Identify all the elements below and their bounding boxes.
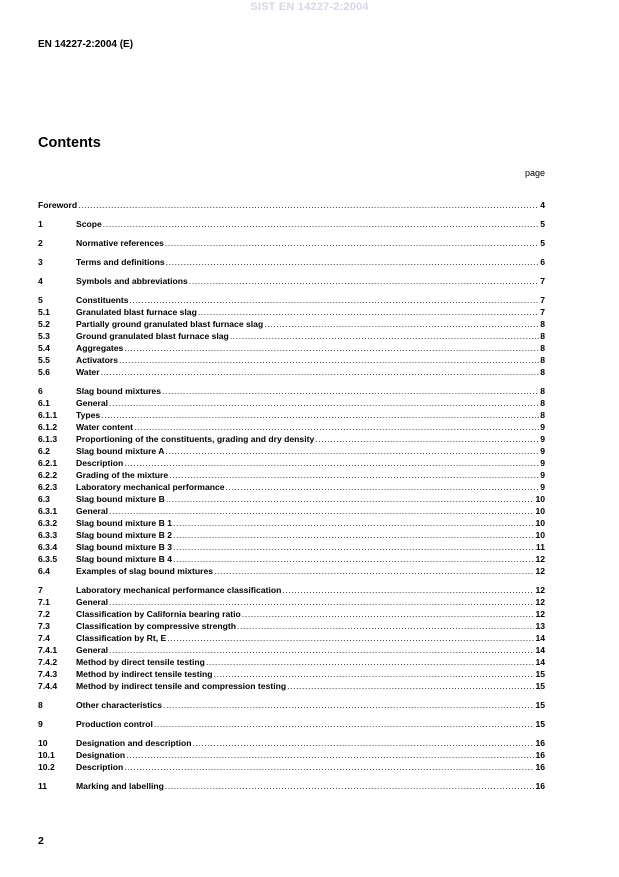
toc-entry[interactable]	[38, 761, 545, 773]
toc-leader	[173, 529, 534, 541]
toc-title: Scope	[76, 219, 102, 229]
toc-number: 6.1	[38, 398, 50, 408]
toc-leader	[134, 421, 539, 433]
toc-entry[interactable]	[38, 445, 545, 457]
toc-page: 16	[535, 738, 545, 748]
toc-leader	[198, 306, 539, 318]
toc-entry[interactable]	[38, 481, 545, 493]
toc-leader	[173, 541, 535, 553]
toc-number: 6.2.3	[38, 482, 58, 492]
toc-page: 12	[535, 585, 545, 595]
toc-title: Method by indirect tensile and compression testing	[76, 681, 287, 691]
toc-leader	[226, 481, 540, 493]
toc-leader	[242, 608, 535, 620]
toc-title: Classification by California bearing ratio	[76, 609, 241, 619]
toc-title: General	[76, 597, 109, 607]
toc-leader	[124, 761, 534, 773]
toc-leader	[109, 644, 534, 656]
toc-title: Ground granulated blast furnace slag	[76, 331, 229, 341]
toc-entry[interactable]	[38, 529, 545, 541]
toc-number: 7.4	[38, 633, 50, 643]
toc-entry[interactable]	[38, 584, 545, 596]
toc-title: Normative references	[76, 238, 164, 248]
toc-number: 9	[38, 719, 43, 729]
toc-title: General	[76, 645, 109, 655]
toc-entry[interactable]	[38, 237, 545, 249]
toc-title: Designation and description	[76, 738, 192, 748]
toc-page: 9	[540, 434, 545, 444]
toc-leader	[167, 632, 534, 644]
toc-page: 9	[540, 446, 545, 456]
toc-entry[interactable]	[38, 397, 545, 409]
toc-leader	[169, 469, 539, 481]
toc-entry[interactable]	[38, 620, 545, 632]
toc-page: 9	[540, 470, 545, 480]
toc-number: 10.2	[38, 762, 55, 772]
toc-page: 15	[535, 719, 545, 729]
toc-title: Laboratory mechanical performance classification	[76, 585, 282, 595]
toc-page: 10	[535, 518, 545, 528]
toc-leader	[162, 385, 539, 397]
toc-number: 6.2.2	[38, 470, 58, 480]
toc-title: Slag bound mixture B 3	[76, 542, 172, 552]
watermark-text: SIST EN 14227-2:2004	[250, 1, 369, 13]
toc-page: 9	[540, 458, 545, 468]
toc-page: 10	[535, 494, 545, 504]
toc-title: Terms and definitions	[76, 257, 165, 267]
toc-page: 8	[540, 319, 545, 329]
toc-entry[interactable]	[38, 469, 545, 481]
toc-page: 13	[535, 621, 545, 631]
toc-entry[interactable]	[38, 433, 545, 445]
toc-number: 1	[38, 219, 43, 229]
toc-page: 5	[540, 238, 545, 248]
toc-page: 8	[540, 367, 545, 377]
toc-page: 16	[535, 762, 545, 772]
toc-entry[interactable]	[38, 457, 545, 469]
toc-page: 14	[535, 657, 545, 667]
toc-title: Slag bound mixture B 1	[76, 518, 172, 528]
toc-entry[interactable]	[38, 668, 545, 680]
toc-number: 6.2.1	[38, 458, 58, 468]
toc-entry[interactable]	[38, 421, 545, 433]
toc-page: 12	[535, 566, 545, 576]
toc-number: 6.1.2	[38, 422, 58, 432]
toc-title: Designation	[76, 750, 126, 760]
toc-number: 5.4	[38, 343, 50, 353]
toc-title: Granulated blast furnace slag	[76, 307, 197, 317]
toc-title: Slag bound mixtures	[76, 386, 161, 396]
toc-entry[interactable]	[38, 354, 545, 366]
toc-number: 5.1	[38, 307, 50, 317]
toc-title: Water content	[76, 422, 133, 432]
toc-page: 12	[535, 554, 545, 564]
toc-title: Water	[76, 367, 100, 377]
toc-leader	[315, 433, 539, 445]
toc-leader	[166, 493, 535, 505]
toc-entry[interactable]	[38, 718, 545, 730]
toc-leader	[264, 318, 539, 330]
toc-leader	[109, 596, 534, 608]
toc-page: 8	[540, 343, 545, 353]
toc-title: Slag bound mixture A	[76, 446, 165, 456]
toc-leader	[78, 199, 539, 211]
toc-leader	[103, 218, 539, 230]
toc-number: 5.2	[38, 319, 50, 329]
toc-leader	[130, 294, 540, 306]
toc-title: Description	[76, 458, 124, 468]
toc-entry[interactable]	[38, 330, 545, 342]
toc-entry[interactable]	[38, 366, 545, 378]
toc-page: 15	[535, 700, 545, 710]
toc-leader	[124, 457, 539, 469]
toc-title: Foreword	[38, 200, 78, 210]
toc-title: General	[76, 398, 109, 408]
toc-entry[interactable]	[38, 680, 545, 692]
toc-leader	[173, 553, 534, 565]
toc-page: 6	[540, 257, 545, 267]
toc-number: 6.3.5	[38, 554, 58, 564]
toc-leader	[282, 584, 534, 596]
toc-entry[interactable]	[38, 749, 545, 761]
toc-title: Slag bound mixture B	[76, 494, 165, 504]
page-title: Contents	[38, 135, 101, 151]
toc-number: 6.3.1	[38, 506, 58, 516]
toc-leader	[214, 668, 535, 680]
toc-title: Classification by compressive strength	[76, 621, 236, 631]
toc-entry[interactable]	[38, 256, 545, 268]
toc-page: 9	[540, 422, 545, 432]
toc-page: 8	[540, 386, 545, 396]
toc-entry[interactable]	[38, 493, 545, 505]
toc-entry[interactable]	[38, 553, 545, 565]
toc-number: 7	[38, 585, 43, 595]
toc-page: 9	[540, 482, 545, 492]
toc-title: Grading of the mixture	[76, 470, 169, 480]
toc-title: Types	[76, 410, 101, 420]
toc-number: 5.5	[38, 355, 50, 365]
toc-entry[interactable]	[38, 275, 545, 287]
toc-page: 8	[540, 331, 545, 341]
toc-number: 6.3.4	[38, 542, 58, 552]
toc-leader	[163, 699, 534, 711]
toc-entry[interactable]	[38, 656, 545, 668]
toc-leader	[173, 517, 534, 529]
toc-entry[interactable]	[38, 608, 545, 620]
toc-entry[interactable]	[38, 517, 545, 529]
toc-title: Proportioning of the constituents, grading and dry density	[76, 434, 315, 444]
toc-number: 10	[38, 738, 48, 748]
toc-title: Marking and labelling	[76, 781, 164, 791]
toc-leader	[165, 780, 535, 792]
toc-page: 10	[535, 530, 545, 540]
toc-page: 8	[540, 355, 545, 365]
toc-title: Aggregates	[76, 343, 124, 353]
toc-entry[interactable]	[38, 596, 545, 608]
toc-number: 7.2	[38, 609, 50, 619]
toc-leader	[109, 505, 534, 517]
toc-number: 7.4.1	[38, 645, 58, 655]
toc-page: 12	[535, 609, 545, 619]
toc-entry[interactable]	[38, 699, 545, 711]
toc-title: Partially ground granulated blast furnace slag	[76, 319, 264, 329]
toc-title: Method by direct tensile testing	[76, 657, 205, 667]
toc-entry[interactable]	[38, 737, 545, 749]
toc-number: 10.1	[38, 750, 55, 760]
toc-page: 8	[540, 410, 545, 420]
toc-title: Classification by Rt, E	[76, 633, 167, 643]
toc-leader	[237, 620, 534, 632]
toc-page: 14	[535, 633, 545, 643]
toc-page: 7	[540, 295, 545, 305]
toc-title: Production control	[76, 719, 153, 729]
toc-title: Constituents	[76, 295, 129, 305]
toc-number: 6.4	[38, 566, 50, 576]
document-id: EN 14227-2:2004 (E)	[38, 39, 134, 50]
toc-leader	[126, 749, 534, 761]
toc-title: Laboratory mechanical performance	[76, 482, 225, 492]
toc-entry[interactable]	[38, 565, 545, 577]
toc-page: 16	[535, 750, 545, 760]
toc-number: 11	[38, 781, 48, 791]
toc-title: Examples of slag bound mixtures	[76, 566, 214, 576]
toc-title: Other characteristics	[76, 700, 162, 710]
toc-leader	[214, 565, 534, 577]
toc-number: 3	[38, 257, 43, 267]
toc-number: 8	[38, 700, 43, 710]
toc-entry[interactable]	[38, 632, 545, 644]
toc-number: 5.3	[38, 331, 50, 341]
page-number: 2	[38, 835, 44, 847]
toc-leader	[154, 718, 535, 730]
toc-page: 11	[535, 542, 545, 552]
toc-leader	[193, 737, 535, 749]
toc-leader	[101, 409, 539, 421]
page-column-label: page	[524, 168, 545, 178]
toc-number: 6.1.3	[38, 434, 58, 444]
toc-page: 16	[535, 781, 545, 791]
toc-entry[interactable]	[38, 318, 545, 330]
toc-page: 12	[535, 597, 545, 607]
toc-number: 7.4.4	[38, 681, 58, 691]
toc-page: 8	[540, 398, 545, 408]
toc-page: 15	[535, 669, 545, 679]
toc-number: 7.3	[38, 621, 50, 631]
toc-title: Activators	[76, 355, 119, 365]
toc-entry[interactable]	[38, 409, 545, 421]
toc-leader	[101, 366, 540, 378]
toc-page: 7	[540, 307, 545, 317]
toc-number: 7.4.2	[38, 657, 58, 667]
toc-number: 7.1	[38, 597, 50, 607]
toc-page: 14	[535, 645, 545, 655]
toc-leader	[287, 680, 534, 692]
toc-entry[interactable]	[38, 541, 545, 553]
toc-entry[interactable]	[38, 505, 545, 517]
toc-leader	[166, 445, 540, 457]
toc-entry[interactable]	[38, 306, 545, 318]
toc-entry[interactable]	[38, 385, 545, 397]
toc-number: 7.4.3	[38, 669, 58, 679]
toc-entry[interactable]	[38, 294, 545, 306]
toc-number: 6.3.2	[38, 518, 58, 528]
toc-leader	[119, 354, 539, 366]
toc-leader	[124, 342, 539, 354]
table-of-contents	[38, 199, 545, 792]
toc-leader	[230, 330, 539, 342]
toc-number: 6.1.1	[38, 410, 58, 420]
toc-entry[interactable]	[38, 218, 545, 230]
toc-number: 5.6	[38, 367, 50, 377]
toc-leader	[109, 397, 539, 409]
toc-page: 15	[535, 681, 545, 691]
toc-page: 4	[540, 200, 545, 210]
toc-number: 6.3.3	[38, 530, 58, 540]
toc-entry[interactable]	[38, 342, 545, 354]
toc-number: 6.2	[38, 446, 50, 456]
toc-number: 6.3	[38, 494, 50, 504]
toc-leader	[206, 656, 535, 668]
toc-number: 2	[38, 238, 43, 248]
toc-page: 10	[535, 506, 545, 516]
toc-title: General	[76, 506, 109, 516]
toc-leader	[189, 275, 539, 287]
toc-title: Slag bound mixture B 4	[76, 554, 172, 564]
toc-leader	[166, 256, 540, 268]
toc-number: 6	[38, 386, 43, 396]
toc-title: Symbols and abbreviations	[76, 276, 188, 286]
toc-title: Slag bound mixture B 2	[76, 530, 172, 540]
toc-entry[interactable]	[38, 644, 545, 656]
toc-page: 7	[540, 276, 545, 286]
toc-page: 5	[540, 219, 545, 229]
toc-title: Method by indirect tensile testing	[76, 669, 213, 679]
toc-title: Description	[76, 762, 124, 772]
toc-entry-foreword[interactable]	[38, 199, 545, 211]
toc-entry[interactable]	[38, 780, 545, 792]
toc-number: 5	[38, 295, 43, 305]
toc-leader	[165, 237, 539, 249]
toc-number: 4	[38, 276, 43, 286]
